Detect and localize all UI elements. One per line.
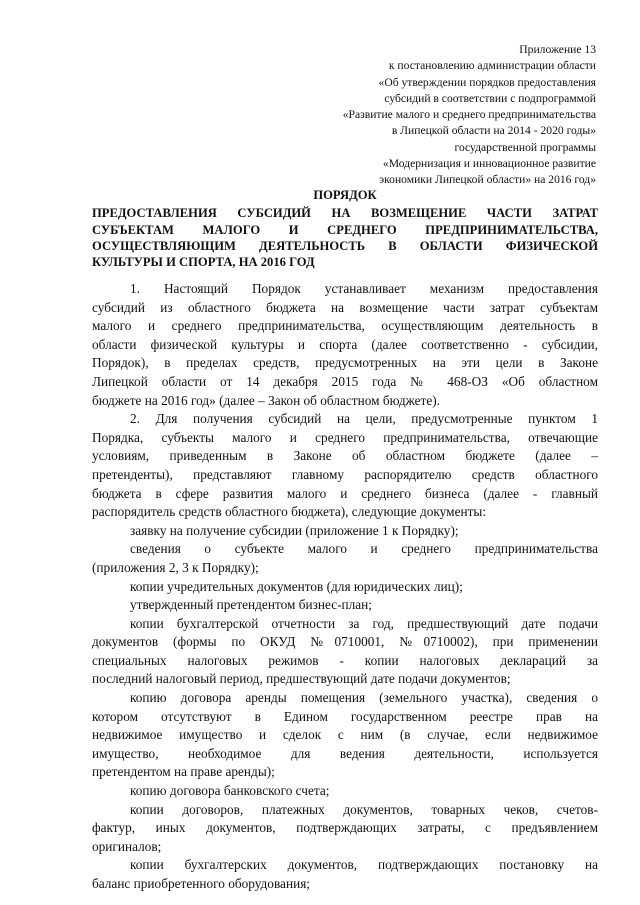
document-list-item (92, 689, 598, 782)
paragraph-line: заявку на получение субсидии (приложение 1 к Порядку); (130, 522, 459, 538)
title-subheading (92, 205, 598, 270)
paragraph-1 (92, 280, 598, 410)
paragraph-line: котором отсутствуют в Едином государственном реестре прав на (92, 708, 598, 724)
title-line: ПРЕДОСТАВЛЕНИЯ СУБСИДИЙ НА ВОЗМЕЩЕНИЕ ЧАСТИ ЗАТРАТ (92, 206, 598, 221)
paragraph-line: бюджете на 2016 год» (далее – Закон об областном бюджете). (92, 392, 440, 408)
document-body (92, 280, 598, 894)
header-line: «Развитие малого и среднего предпринимательства (342, 108, 596, 122)
paragraph-line: области физической культуры и спорта (далее соответственно - субсидии, (92, 336, 598, 352)
header-line: государственной программы (454, 140, 596, 154)
paragraph-line: копию договора банковского счета; (130, 783, 330, 799)
paragraph-line: недвижимое имущество и сделок с ним (в случае, если недвижимое (92, 727, 598, 743)
paragraph-line: копии договоров, платежных документов, товарных чеков, счетов- (130, 801, 598, 817)
paragraph-line: распорядитель средств областного бюджета), следующие документы: (92, 504, 487, 520)
paragraph-line: малого и среднего предпринимательства, осуществляющим деятельность в (92, 318, 598, 334)
paragraph-line: Липецкой области от 14 декабря 2015 года № 468-ОЗ «Об областном (92, 373, 598, 389)
header-line: экономики Липецкой области» на 2016 год» (379, 173, 596, 187)
title-line: СУБЪЕКТАМ МАЛОГО И СРЕДНЕГО ПРЕДПРИНИМАТЕЛЬСТВА, (92, 222, 598, 237)
paragraph-line: документов (формы по ОКУД №0710001, №0710002), при применении (92, 634, 598, 650)
paragraph-line: Порядка, субъекты малого и среднего предпринимательства, отвечающие (92, 429, 598, 445)
title-heading: ПОРЯДОК (313, 188, 377, 202)
paragraph-line: Порядок), в пределах средств, предусмотренных на эти цели в Законе (92, 355, 598, 371)
document-list-item (92, 578, 598, 597)
paragraph-line: бюджета в сфере развития малого и среднего бизнеса (далее - главный (92, 485, 598, 501)
document-title (92, 187, 598, 270)
paragraph-line: сведения о субъекте малого и среднего предпринимательства (130, 541, 598, 557)
paragraph-line: специальных налоговых режимов - копии налоговых деклараций за (92, 652, 598, 668)
paragraph-line: оригиналов; (92, 838, 162, 854)
paragraph-line: субсидий из областного бюджета на возмещение части затрат субъектам (92, 299, 598, 315)
document-list-item (92, 540, 598, 577)
header-line: «Об утверждении порядков предоставления (378, 75, 596, 89)
title-line: КУЛЬТУРЫ И СПОРТА, НА 2016 ГОД (92, 255, 315, 270)
document-list-item (92, 801, 598, 857)
paragraph-line: копии бухгалтерских документов, подтверждающих постановку на (130, 857, 598, 873)
paragraph-line: условиям, приведенным в Законе об областном бюджете (далее – (92, 448, 598, 464)
header-line: Приложение 13 (519, 43, 596, 56)
paragraph-line: последний налоговый период, предшествующий дате подачи документов; (92, 671, 511, 687)
header-line: к постановлению администрации области (388, 59, 596, 73)
paragraph-line: имущество, необходимое для ведения деятельности, используется (92, 745, 598, 761)
header-line: субсидий в соответствии с подпрограммой (384, 91, 596, 105)
header-line: «Модернизация и инновационное развитие (382, 157, 596, 171)
paragraph-line: (приложения 2, 3 к Порядку); (92, 559, 259, 575)
document-list-item (92, 522, 598, 541)
paragraph-line: 1. Настоящий Порядок устанавливает механизм предоставления (130, 281, 598, 296)
document-list-item (92, 782, 598, 801)
document-list-item (92, 615, 598, 689)
paragraph-line: копии учредительных документов (для юридических лиц); (130, 578, 463, 594)
paragraph-line: фактур, иных документов, подтверждающих затраты, с предъявлением (92, 820, 598, 836)
paragraph-line: утвержденный претендентом бизнес-план; (130, 597, 372, 613)
paragraph-2 (92, 410, 598, 522)
paragraph-line: претендентом на праве аренды); (92, 764, 275, 780)
header-line: в Липецкой области на 2014 - 2020 годы» (391, 124, 596, 138)
paragraph-line: 2. Для получения субсидий на цели, предусмотренные пунктом 1 (130, 411, 598, 427)
title-line: ОСУЩЕСТВЛЯЮЩИМ ДЕЯТЕЛЬНОСТЬ В ОБЛАСТИ ФИЗИЧЕСКОЙ (92, 238, 598, 253)
paragraph-line: претенденты), представляют главному распорядителю средств областного (92, 466, 598, 482)
paragraph-line: копию договора аренды помещения (земельного участка), сведения о (130, 690, 598, 706)
paragraph-line: копии бухгалтерской отчетности за год, предшествующий дате подачи (130, 615, 598, 631)
document-list-item (92, 596, 598, 615)
paragraph-line: баланс приобретенного оборудования; (92, 876, 311, 891)
appendix-header (236, 42, 596, 189)
document-list-item (92, 856, 598, 893)
